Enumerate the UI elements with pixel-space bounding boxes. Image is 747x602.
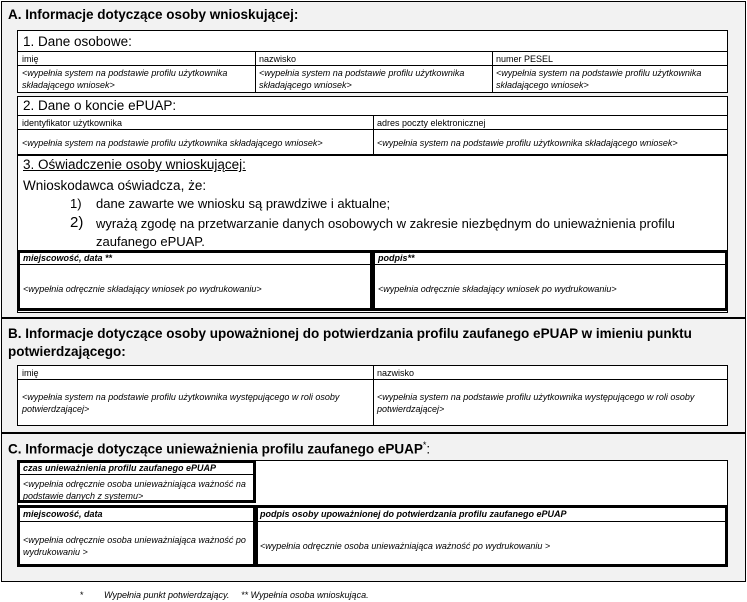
- first-name-value: <wypełnia system na podstawie profilu użytkownika składającego wniosek>: [22, 68, 228, 90]
- verifier-first-name-value: <wypełnia system na podstawie profilu użytkownika występującego w roli osoby potwierdzającej>: [22, 392, 340, 414]
- verifier-last-name-label: nazwisko: [377, 368, 415, 378]
- declaration-item-2-text: wyrażą zgodę na przetwarzanie danych osobowych w zakresie niezbędnym do unieważnienia profilu: [96, 216, 675, 231]
- revocation-time-label: czas unieważnienia profilu zaufanego ePUAP: [23, 463, 217, 473]
- section-c-title-text: C. Informacje dotyczące unieważnienia profilu zaufanego ePUAP: [8, 441, 423, 457]
- declaration-heading: 3. Oświadczenie osoby wnioskującej:: [23, 157, 246, 172]
- user-id-value: <wypełnia system na podstawie profilu użytkownika składającego wniosek>: [22, 138, 323, 148]
- applicant-signature-value: <wypełnia odręcznie składający wniosek po wydrukowaniu>: [378, 284, 617, 294]
- pesel-label: numer PESEL: [496, 54, 554, 64]
- user-id-label: identyfikator użytkownika: [22, 118, 123, 128]
- section-c-title: [8, 440, 430, 457]
- section-a-title: A. Informacje dotyczące osoby wnioskującej:: [8, 7, 299, 22]
- applicant-place-date-label: miejscowość, data **: [23, 253, 113, 263]
- personal-data-heading: 1. Dane osobowe:: [23, 34, 132, 49]
- section-b-title-line1: B. Informacje dotyczące osoby upoważnionej do potwierdzania profilu zaufanego ePUAP w imieniu punktu: [8, 326, 692, 341]
- last-name-value: <wypełnia system na podstawie profilu użytkownika składającego wniosek>: [259, 68, 465, 90]
- section-b-title-line2: potwierdzającego:: [8, 344, 126, 359]
- revocation-time-value: <wypełnia odręcznie osoba unieważniająca ważność na podstawie danych z systemu>: [23, 479, 246, 501]
- footnote-text-1: Wypełnia punkt potwierdzający.: [104, 590, 230, 600]
- account-data-heading: 2. Dane o koncie ePUAP:: [23, 98, 177, 113]
- last-name-label: nazwisko: [259, 54, 297, 64]
- declaration-item-1-text: dane zawarte we wniosku są prawdziwe i aktualne;: [96, 196, 391, 211]
- applicant-place-date-value: <wypełnia odręcznie składający wniosek po wydrukowaniu>: [23, 284, 262, 294]
- section-c-title-end: :: [426, 441, 431, 457]
- pesel-value: <wypełnia system na podstawie profilu użytkownika składającego wniosek>: [496, 68, 702, 90]
- first-name-label: imię: [22, 54, 39, 64]
- email-value: <wypełnia system na podstawie profilu użytkownika składającego wniosek>: [377, 138, 678, 148]
- declaration-item-1-number: 1): [70, 196, 82, 211]
- verifier-signature-label: podpis osoby upoważnionej do potwierdzania profilu zaufanego ePUAP: [260, 509, 567, 519]
- applicant-signature-box: [372, 250, 728, 311]
- verifier-first-name-label: imię: [22, 368, 39, 378]
- applicant-signature-label: podpis**: [378, 253, 415, 263]
- declaration-intro: Wnioskodawca oświadcza, że:: [23, 178, 207, 193]
- verifier-signature-value: <wypełnia odręcznie osoba unieważniająca ważność po wydrukowaniu >: [260, 541, 551, 551]
- declaration-item-2-continuation: zaufanego ePUAP.: [96, 234, 205, 249]
- section-c-title-mark: *: [422, 440, 427, 450]
- verifier-last-name-value: <wypełnia system na podstawie profilu użytkownika występującego w roli osoby potwierdzającej>: [377, 392, 695, 414]
- revocation-place-date-value: <wypełnia odręcznie osoba unieważniająca ważność po wydrukowaniu >: [23, 535, 246, 557]
- revocation-place-date-label: miejscowość, data: [23, 509, 103, 519]
- footnote-text-2: ** Wypełnia osoba wnioskująca.: [241, 590, 369, 600]
- declaration-item-2-number: 2): [70, 214, 84, 231]
- email-label: adres poczty elektronicznej: [377, 118, 486, 128]
- footnote-mark: *: [80, 590, 84, 600]
